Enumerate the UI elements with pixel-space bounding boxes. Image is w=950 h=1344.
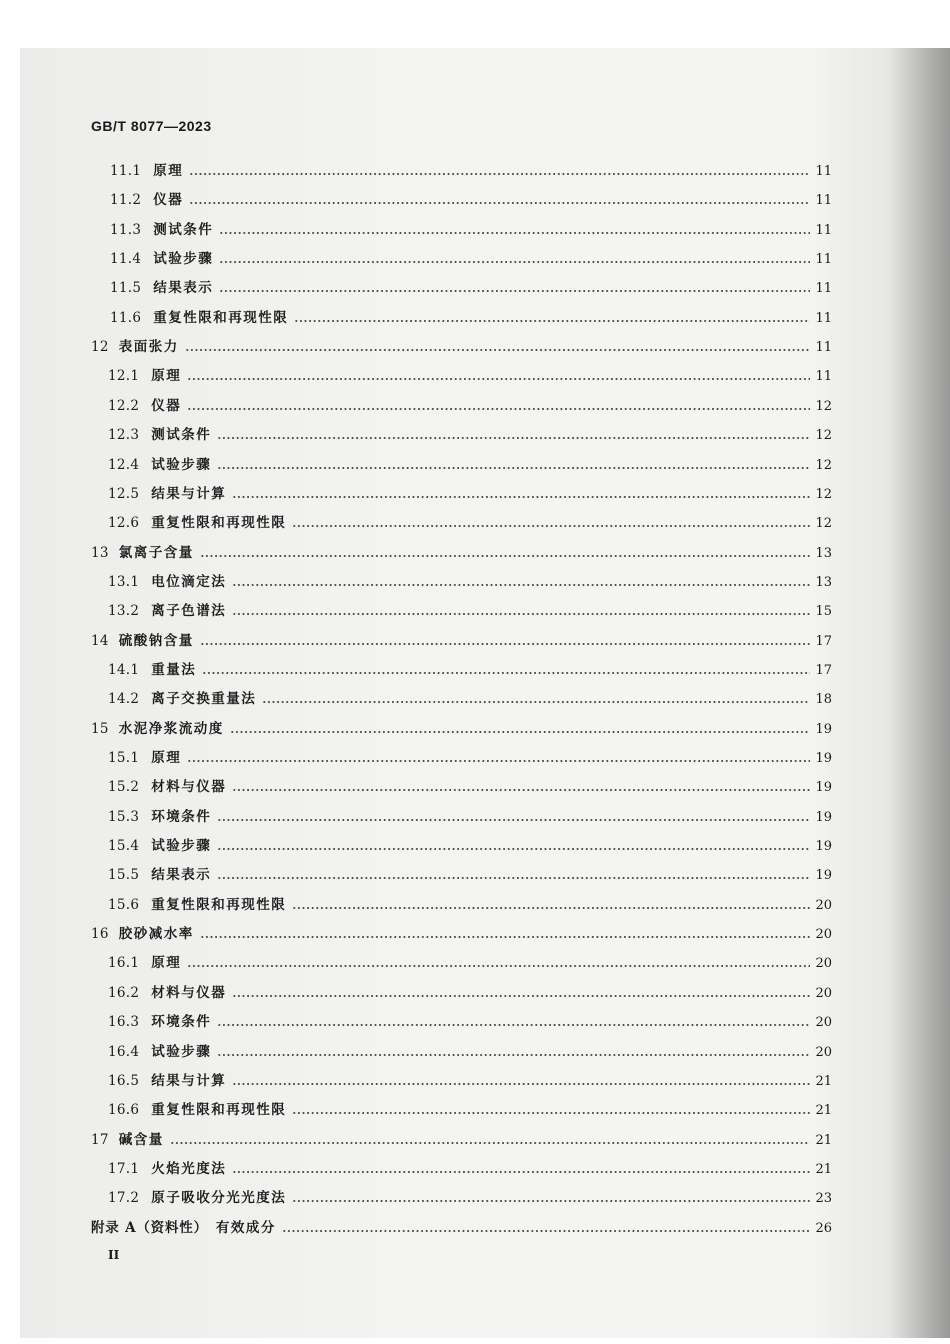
toc-entry-number: 12.1 (108, 368, 140, 385)
toc-leader-dots (189, 157, 810, 186)
toc-entry-title: 有效成分 (215, 1219, 276, 1236)
toc-entry-page: 19 (815, 751, 832, 766)
toc-entry-page: 20 (815, 985, 832, 1001)
toc-entry[interactable] (91, 715, 832, 744)
toc-entry-number: 11.2 (110, 192, 142, 209)
toc-entry-page: 11 (815, 193, 832, 209)
toc-entry[interactable] (91, 333, 832, 362)
toc-entry-page: 11 (815, 252, 832, 268)
toc-entry-page: 20 (815, 897, 832, 913)
toc-entry[interactable] (108, 392, 832, 421)
toc-entry-number: 12.6 (108, 515, 140, 532)
toc-entry-page: 12 (815, 457, 832, 473)
toc-leader-dots (217, 1008, 810, 1037)
toc-entry-title: 重复性限和再现性限 (151, 515, 287, 532)
toc-entry[interactable] (108, 568, 832, 597)
toc-leader-dots (219, 245, 810, 274)
toc-entry[interactable] (108, 803, 832, 832)
toc-entry-page: 19 (815, 721, 832, 737)
toc-entry-title: 离子色谱法 (151, 603, 227, 620)
toc-entry-page: 20 (815, 927, 832, 943)
toc-entry[interactable] (108, 861, 832, 890)
toc-entry[interactable] (108, 1096, 832, 1125)
toc-entry-title: 原子吸收分光光度法 (151, 1190, 287, 1207)
toc-leader-dots (202, 656, 810, 685)
toc-entry-title: 结果与计算 (151, 1072, 227, 1089)
toc-leader-dots (187, 392, 810, 421)
toc-entry-title: 环境条件 (151, 808, 212, 825)
toc-entry-title: 测试条件 (153, 221, 214, 238)
toc-entry[interactable] (110, 304, 832, 333)
toc-entry-number: 13.1 (108, 573, 140, 590)
toc-leader-dots (217, 803, 810, 832)
toc-leader-dots (217, 1038, 810, 1067)
toc-entry-number: 12.3 (108, 427, 140, 444)
toc-entry-title: 结果与计算 (151, 485, 227, 502)
toc-entry-number: 16.3 (108, 1014, 140, 1031)
toc-entry-number: 17 (91, 1131, 109, 1148)
toc-entry-page: 11 (815, 164, 832, 179)
toc-entry-number: 11.6 (110, 309, 142, 326)
toc-entry-number: 15.3 (108, 808, 140, 825)
toc-entry-title: 测试条件 (151, 427, 212, 444)
toc-entry-page: 17 (815, 662, 832, 678)
toc-entry-number: 15.2 (108, 779, 140, 796)
toc-entry-number: 12.4 (108, 456, 140, 473)
toc-leader-dots (217, 451, 810, 480)
toc-entry-page: 20 (815, 1015, 832, 1031)
toc-entry-title: 电位滴定法 (151, 573, 227, 590)
toc-leader-dots (292, 1184, 810, 1213)
toc-entry[interactable] (91, 1214, 832, 1243)
toc-entry-title: 重量法 (151, 661, 197, 678)
toc-entry-title: 重复性限和再现性限 (151, 1102, 287, 1119)
toc-entry-number: 16.4 (108, 1043, 140, 1060)
toc-leader-dots (200, 539, 810, 568)
toc-leader-dots (219, 274, 810, 303)
toc-entry-page: 11 (815, 340, 832, 356)
toc-entry-page: 19 (815, 839, 832, 855)
toc-entry[interactable] (110, 157, 832, 186)
toc-entry-title: 原理 (151, 955, 182, 972)
toc-entry-page: 21 (815, 1103, 832, 1119)
toc-entry-title: 水泥净浆流动度 (118, 720, 224, 737)
toc-entry-page: 13 (815, 545, 832, 561)
toc-entry-title: 仪器 (153, 192, 184, 209)
toc-entry[interactable] (91, 920, 832, 949)
toc-entry[interactable] (108, 685, 832, 714)
toc-leader-dots (187, 362, 810, 391)
toc-leader-dots (232, 1067, 810, 1096)
toc-leader-dots (170, 1126, 810, 1155)
toc-entry-page: 18 (815, 692, 832, 708)
standard-number-header: GB/T 8077—2023 (91, 118, 212, 134)
toc-entry-title: 材料与仪器 (151, 779, 227, 796)
toc-entry[interactable] (108, 451, 832, 480)
toc-leader-dots (217, 832, 810, 861)
toc-entry[interactable] (91, 539, 832, 568)
toc-entry-title: 试验步骤 (151, 838, 212, 855)
toc-entry-number: 12 (91, 339, 109, 356)
toc-entry-number: 13 (91, 544, 109, 561)
toc-leader-dots (292, 1096, 810, 1125)
toc-entry-title: 碱含量 (118, 1131, 164, 1148)
toc-entry-page: 21 (815, 1073, 832, 1089)
toc-entry[interactable] (108, 480, 832, 509)
toc-entry-title: 重复性限和再现性限 (153, 309, 289, 326)
toc-entry-title: 结果表示 (153, 280, 214, 297)
toc-entry[interactable] (108, 656, 832, 685)
toc-leader-dots (232, 597, 810, 626)
toc-entry[interactable] (108, 1067, 832, 1096)
toc-entry[interactable] (110, 216, 832, 245)
toc-entry-title: 试验步骤 (153, 251, 214, 268)
toc-entry[interactable] (108, 362, 832, 391)
toc-entry[interactable] (108, 832, 832, 861)
toc-entry-number: 17.1 (108, 1160, 140, 1177)
toc-entry-page: 11 (815, 222, 832, 238)
toc-entry-number: 15.4 (108, 838, 140, 855)
toc-leader-dots (232, 568, 810, 597)
toc-entry[interactable] (108, 891, 832, 920)
toc-entry-page: 19 (815, 780, 832, 796)
toc-leader-dots (200, 627, 810, 656)
toc-entry-page: 12 (815, 428, 832, 444)
toc-entry-page: 11 (815, 281, 832, 297)
toc-leader-dots (232, 480, 810, 509)
toc-entry-number: 15 (91, 720, 109, 737)
toc-entry-page: 13 (815, 574, 832, 590)
toc-entry-page: 19 (815, 809, 832, 825)
toc-entry[interactable] (108, 949, 832, 978)
toc-entry-number: 13.2 (108, 603, 140, 620)
toc-entry-page: 11 (815, 369, 832, 385)
toc-entry[interactable] (108, 421, 832, 450)
toc-leader-dots (232, 773, 810, 802)
toc-entry[interactable] (108, 509, 832, 538)
toc-entry[interactable] (108, 1008, 832, 1037)
toc-entry-number: 11.5 (110, 280, 142, 297)
toc-leader-dots (185, 333, 810, 362)
toc-entry[interactable] (108, 773, 832, 802)
toc-entry-number: 12.5 (108, 485, 140, 502)
toc-entry-number: 11.1 (110, 163, 142, 179)
toc-leader-dots (294, 304, 810, 333)
page-edge-shadow (890, 48, 950, 1338)
toc-entry[interactable] (108, 1184, 832, 1213)
toc-entry-number: 16.5 (108, 1072, 140, 1089)
toc-entry-page: 12 (815, 486, 832, 502)
toc-entry-page: 23 (815, 1191, 832, 1207)
toc-leader-dots (262, 685, 810, 714)
toc-entry-number: 14 (91, 632, 109, 649)
toc-entry-title: 火焰光度法 (151, 1160, 227, 1177)
toc-entry-title: 仪器 (151, 397, 182, 414)
toc-entry[interactable] (91, 1126, 832, 1155)
toc-entry-number: 16.6 (108, 1102, 140, 1119)
toc-entry-number: 附录 A（资料性） (91, 1219, 208, 1236)
toc-entry-number: 16.2 (108, 984, 140, 1001)
toc-entry-number: 14.2 (108, 691, 140, 708)
toc-entry-page: 20 (815, 956, 832, 972)
toc-entry-page: 17 (815, 633, 832, 649)
toc-entry[interactable] (108, 1155, 832, 1184)
toc-entry-title: 原理 (153, 163, 184, 179)
toc-leader-dots (292, 509, 810, 538)
toc-entry[interactable] (110, 245, 832, 274)
toc-entry-page: 12 (815, 398, 832, 414)
toc-entry-number: 11.4 (110, 251, 142, 268)
toc-entry[interactable] (108, 744, 832, 773)
toc-entry-title: 表面张力 (118, 339, 179, 356)
toc-leader-dots (230, 715, 810, 744)
toc-leader-dots (189, 186, 810, 215)
toc-entry-title: 重复性限和再现性限 (151, 896, 287, 913)
toc-entry[interactable] (110, 274, 832, 303)
toc-entry[interactable] (108, 979, 832, 1008)
toc-entry-number: 12.2 (108, 397, 140, 414)
toc-entry-number: 16 (91, 926, 109, 943)
footer-page-number: II (108, 1248, 120, 1262)
toc-entry-number: 16.1 (108, 955, 140, 972)
toc-entry-number: 17.2 (108, 1190, 140, 1207)
toc-entry-number: 15.1 (108, 750, 140, 766)
toc-entry-title: 原理 (151, 750, 182, 766)
toc-entry-page: 21 (815, 1132, 832, 1148)
toc-entry-page: 20 (815, 1044, 832, 1060)
toc-entry-title: 原理 (151, 368, 182, 385)
toc-entry-page: 21 (815, 1161, 832, 1177)
toc-leader-dots (282, 1214, 810, 1243)
toc-entry-title: 胶砂减水率 (118, 926, 194, 943)
toc-entry[interactable] (108, 597, 832, 626)
toc-leader-dots (232, 1155, 810, 1184)
toc-leader-dots (217, 861, 810, 890)
toc-leader-dots (217, 421, 810, 450)
toc-leader-dots (292, 891, 810, 920)
toc-entry-title: 试验步骤 (151, 456, 212, 473)
toc-leader-dots (232, 979, 810, 1008)
toc-leader-dots (187, 744, 810, 773)
toc-entry-page: 19 (815, 868, 832, 884)
toc-entry-page: 15 (815, 604, 832, 620)
toc-entry-title: 结果表示 (151, 867, 212, 884)
toc-entry-number: 11.3 (110, 221, 142, 238)
toc-entry-title: 离子交换重量法 (151, 691, 257, 708)
toc-entry-title: 试验步骤 (151, 1043, 212, 1060)
toc-entry-number: 14.1 (108, 661, 140, 678)
toc-entry[interactable] (108, 1038, 832, 1067)
toc-entry[interactable] (110, 186, 832, 215)
toc-entry[interactable] (91, 627, 832, 656)
toc-entry-title: 氯离子含量 (118, 544, 194, 561)
toc-entry-number: 15.5 (108, 867, 140, 884)
toc-entry-page: 11 (815, 310, 832, 326)
toc-leader-dots (200, 920, 810, 949)
toc-entry-title: 硫酸钠含量 (118, 632, 194, 649)
toc-entry-title: 环境条件 (151, 1014, 212, 1031)
toc-entry-number: 15.6 (108, 896, 140, 913)
toc-entry-page: 12 (815, 516, 832, 532)
toc-leader-dots (187, 949, 810, 978)
toc-entry-title: 材料与仪器 (151, 984, 227, 1001)
toc-leader-dots (219, 216, 810, 245)
toc-entry-page: 26 (815, 1220, 832, 1236)
